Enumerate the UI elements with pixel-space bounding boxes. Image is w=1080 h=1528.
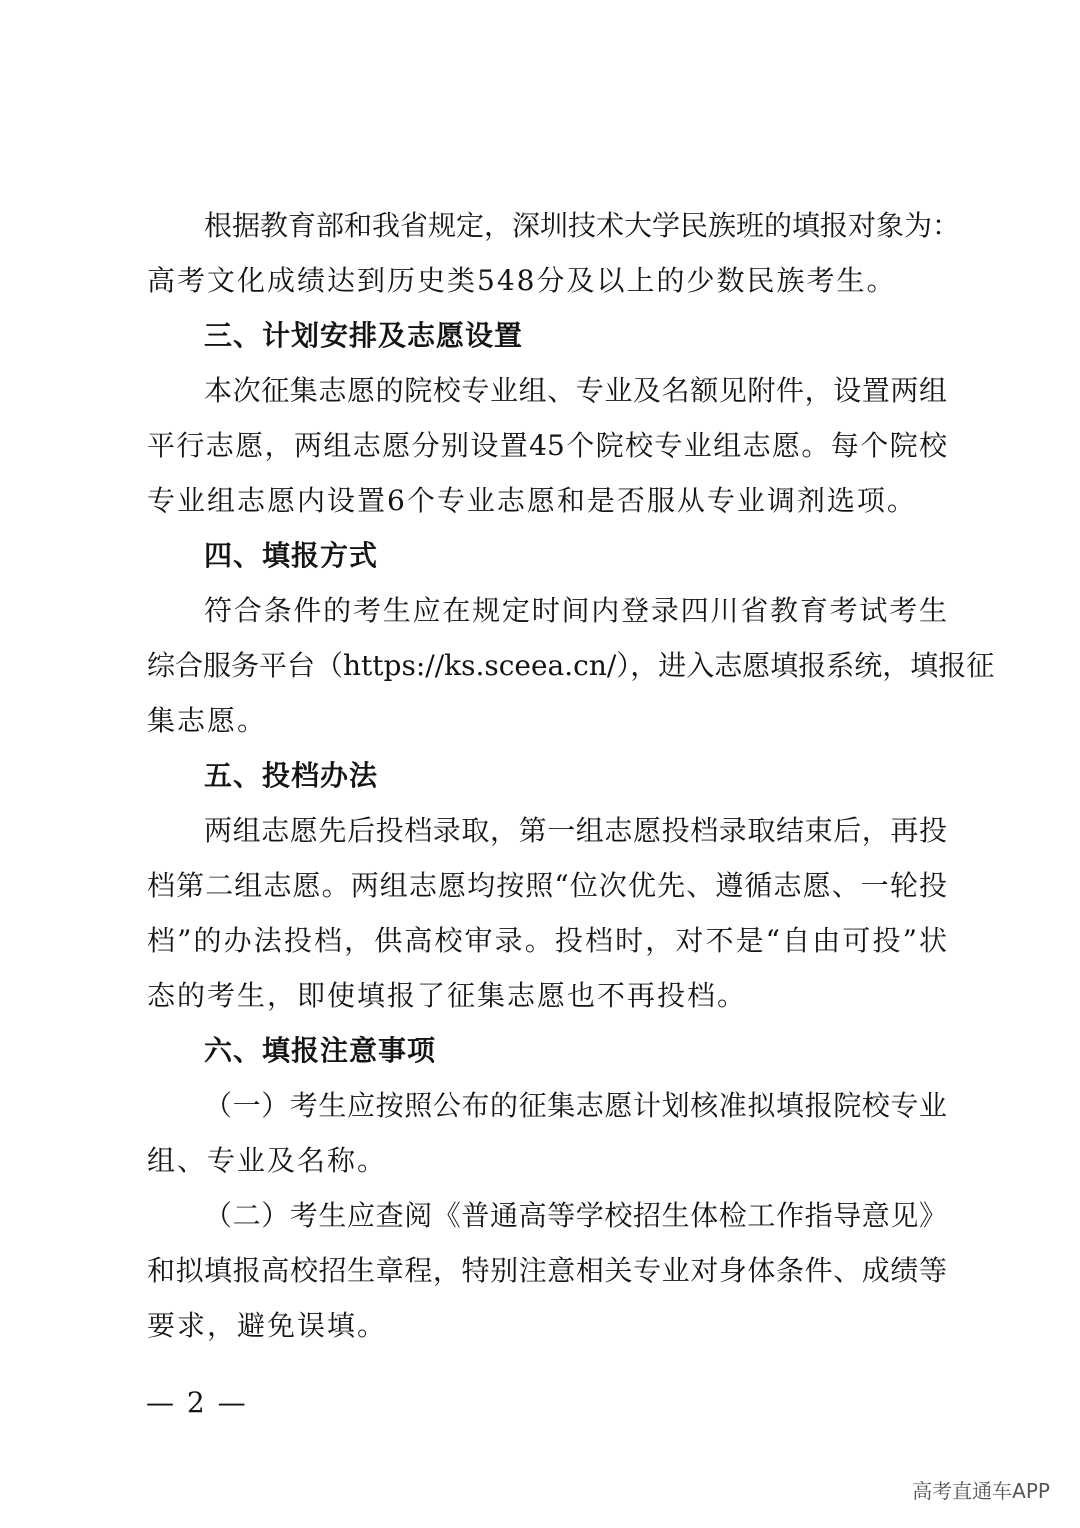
section-heading: 六、填报注意事项 — [204, 1034, 437, 1067]
paragraph-line: 组、专业及名称。 — [147, 1144, 388, 1177]
paragraph-line: 集志愿。 — [147, 704, 268, 737]
paragraph-line: （一）考生应按照公布的征集志愿计划核准拟填报院校专业 — [204, 1089, 947, 1122]
paragraph-line: 综合服务平台（https://ks.sceea.cn/），进入志愿填报系统，填报征 — [147, 649, 995, 682]
paragraph-line: 和拟填报高校招生章程，特别注意相关专业对身体条件、成绩等 — [147, 1254, 947, 1287]
paragraph-line: 高考文化成绩达到历史类548分及以上的少数民族考生。 — [147, 264, 897, 297]
paragraph-line: 档”的办法投档，供高校审录。投档时，对不是“自由可投”状 — [147, 924, 947, 957]
section-heading: 四、填报方式 — [204, 539, 379, 572]
paragraph-line: 符合条件的考生应在规定时间内登录四川省教育考试考生 — [204, 594, 947, 627]
paragraph-line: 根据教育部和我省规定，深圳技术大学民族班的填报对象为： — [204, 209, 961, 242]
paragraph-line: 平行志愿，两组志愿分别设置45个院校专业组志愿。每个院校 — [147, 429, 947, 462]
paragraph-line: 态的考生，即使填报了征集志愿也不再投档。 — [147, 979, 748, 1012]
paragraph-line: 要求，避免误填。 — [147, 1309, 388, 1342]
paragraph-line: 档第二组志愿。两组志愿均按照“位次优先、遵循志愿、一轮投 — [147, 869, 947, 902]
watermark-text: 高考直通车APP — [912, 1479, 1050, 1503]
paragraph-line: 两组志愿先后投档录取，第一组志愿投档录取结束后，再投 — [204, 814, 947, 847]
page-number: — 2 — — [146, 1386, 248, 1419]
paragraph-line: 专业组志愿内设置6个专业志愿和是否服从专业调剂选项。 — [147, 484, 917, 517]
paragraph-line: （二）考生应查阅《普通高等学校招生体检工作指导意见》 — [204, 1199, 947, 1232]
section-heading: 五、投档办法 — [204, 759, 379, 792]
section-heading: 三、计划安排及志愿设置 — [204, 319, 524, 352]
paragraph-line: 本次征集志愿的院校专业组、专业及名额见附件，设置两组 — [204, 374, 947, 407]
